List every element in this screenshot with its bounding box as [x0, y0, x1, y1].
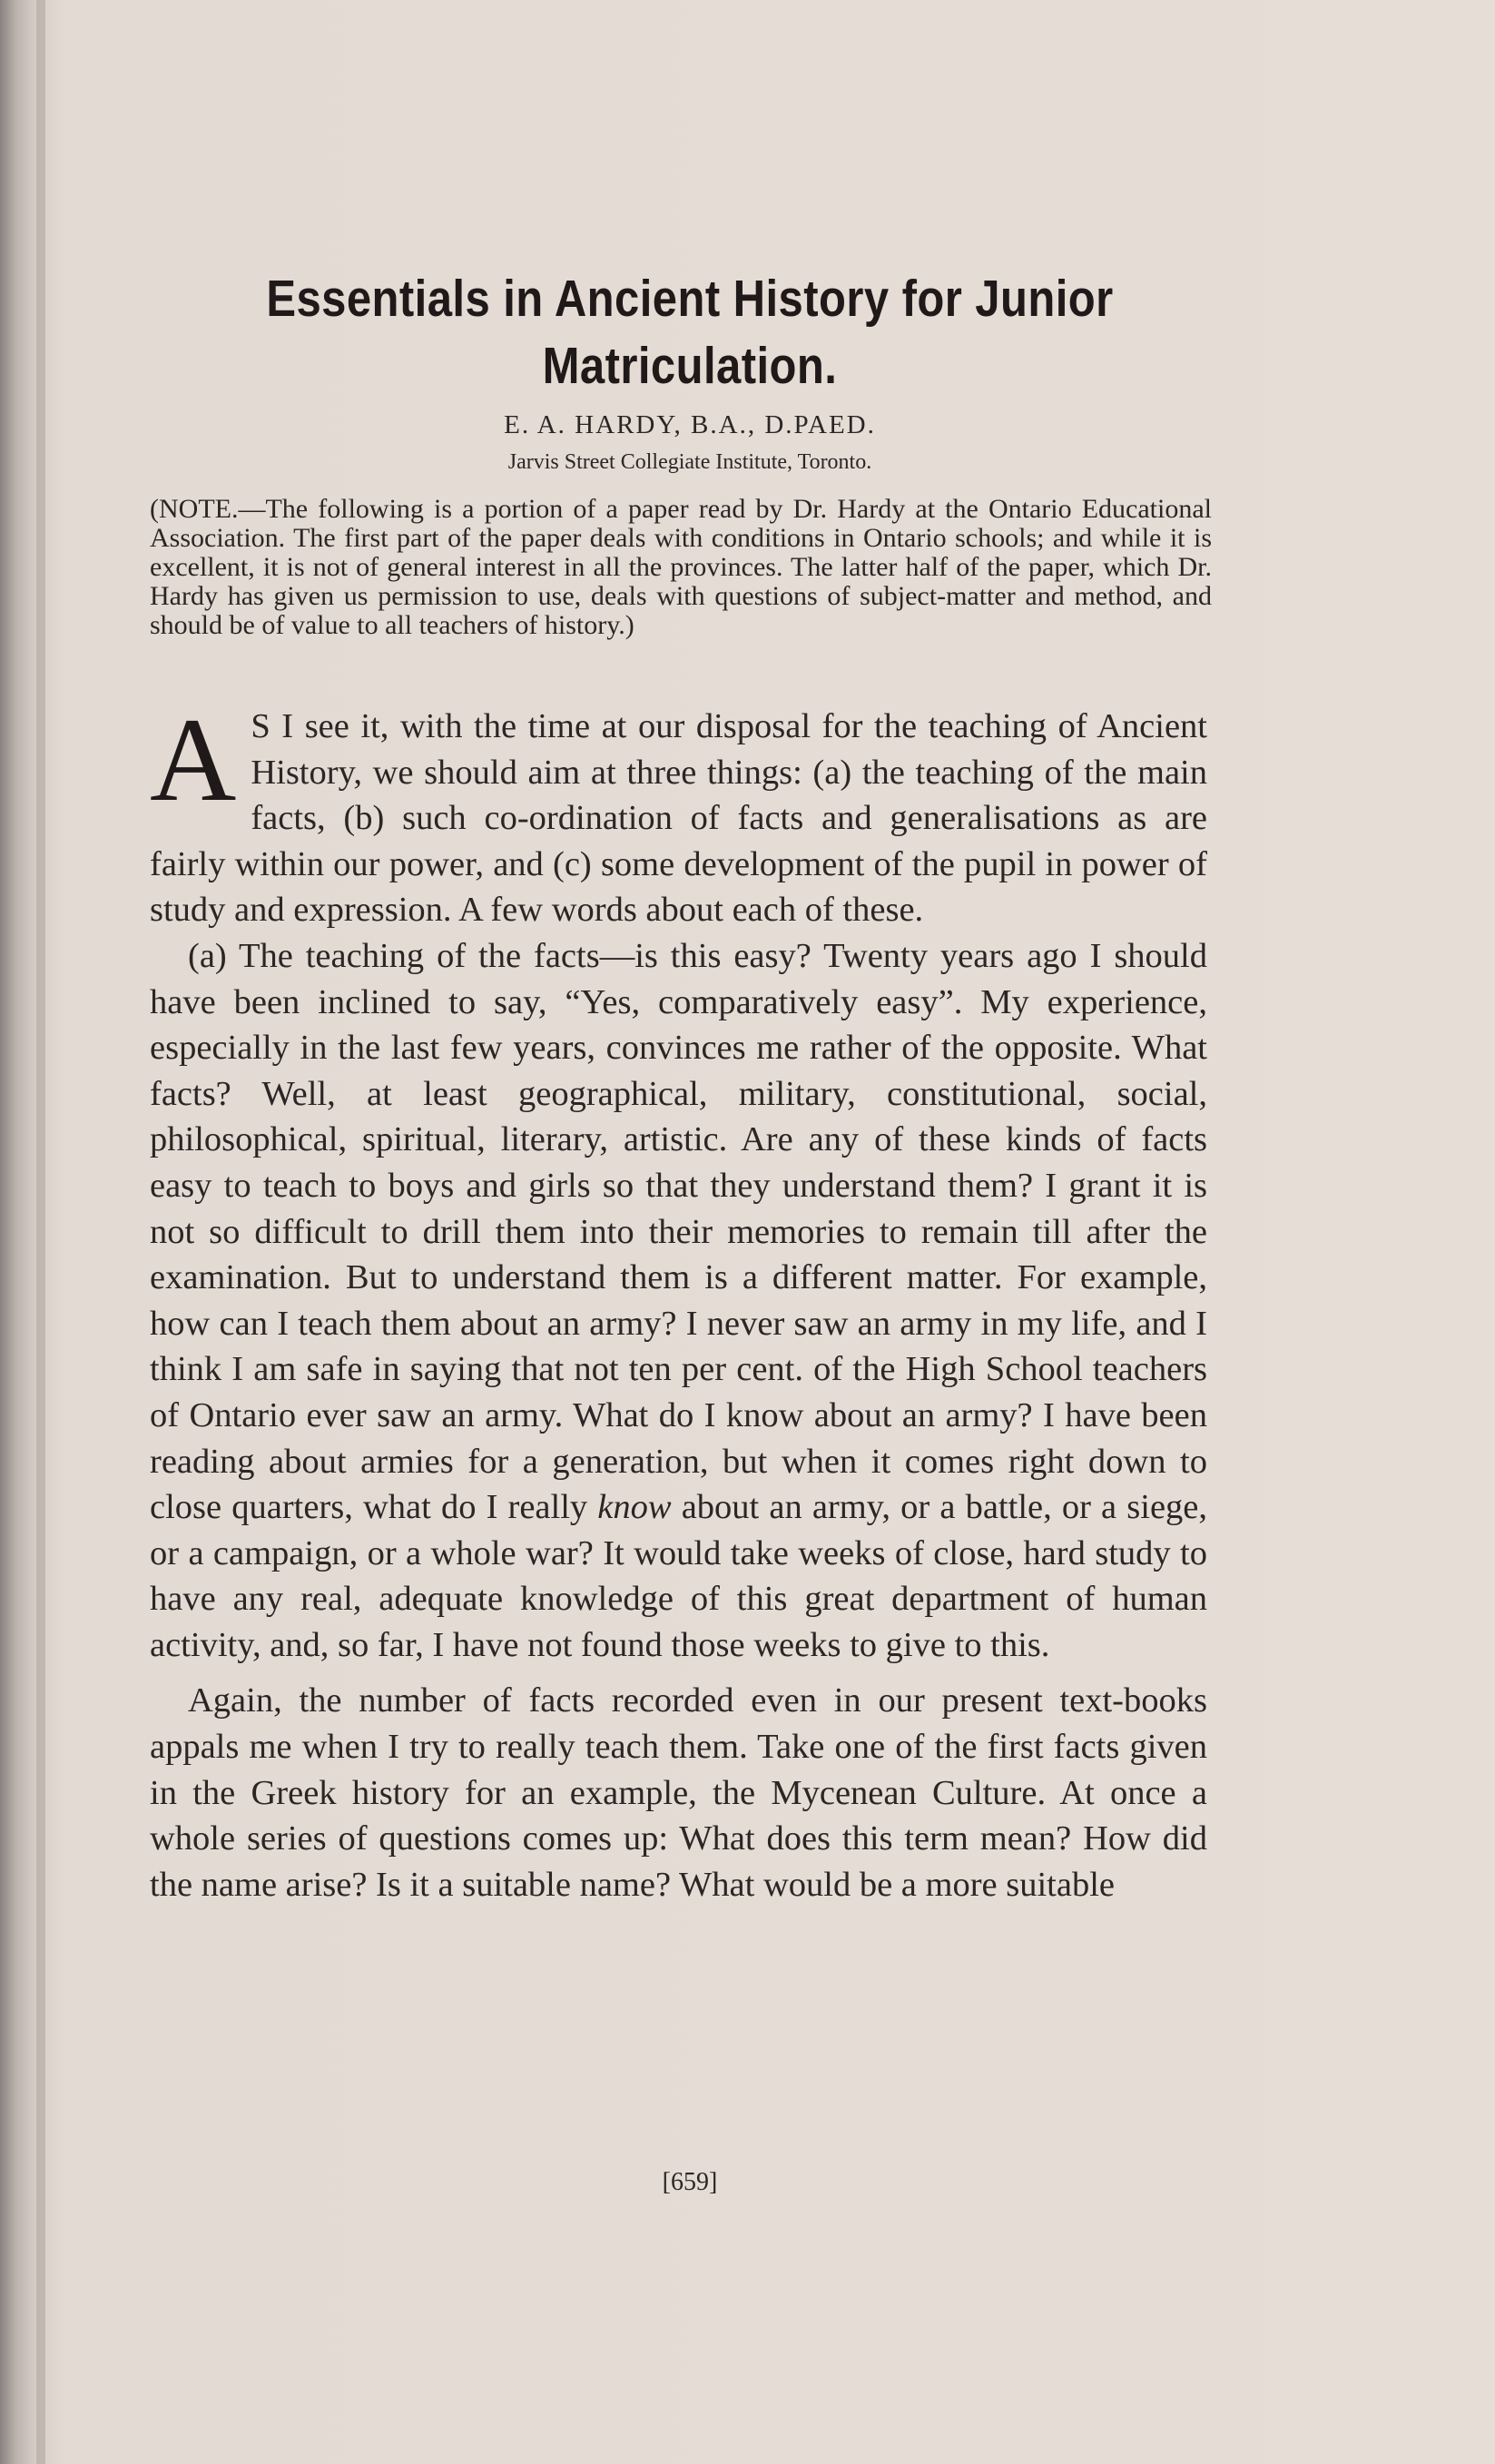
paragraph-1-text: S I see it, with the time at our disposal for the teaching of Ancient History, we should aim at three things: (a) the teaching of the main facts, (b) such co-ordination of facts and generalisations as are fairly within our power, and (c) some development of the pupil in power of study and expression. A few words about each of these. [150, 707, 1207, 930]
article-body [150, 693, 1208, 1907]
paragraph-2 [150, 933, 1207, 1669]
paragraph-3: Again, the number of facts recorded even in our present text-books appals me when I try to really teach them. Take one of the first facts given in the Greek history for an example, the Mycenean Culture. At once a whole series of questions comes up: What does this term mean? How did the name arise? Is it a suitable name? What would be a more suitable [150, 1681, 1207, 1904]
drop-cap: A [150, 693, 237, 826]
italic-emphasis: know [597, 1488, 672, 1527]
page-number: [659] [662, 2168, 718, 2196]
binding-gutter [36, 0, 45, 2464]
paragraph-2-text-a: (a) The teaching of the facts—is this easy? Twenty years ago I should have been inclined to say, “Yes, comparatively easy”. My experience, especially in the last few years, convinces me rather of the opposite. What facts? Well, at least geographical, military, constitutional, social, philosophical, spiritual, literary, artistic. Are any of these kinds of facts easy to teach to boys and girls so that they understand them? I grant it is not so difficult to drill them into their memories to remain till after the examination. But to understand them is a different matter. For example, how can I teach them about an army? I never saw an army in my life, and I think I am safe in saying that not ten per cent. of the High School teachers of Ontario ever saw an army. What do I know about an army? I have been reading about armies for a generation, but when it comes right down to close quarters, what do I really [150, 936, 1207, 1527]
paragraph-1 [150, 693, 1207, 933]
author-affiliation: Jarvis Street Collegiate Institute, Toronto. [507, 450, 872, 474]
article-author: E. A. HARDY, B.A., D.PAED. [504, 410, 876, 439]
editor-note: (NOTE.—The following is a portion of a paper read by Dr. Hardy at the Ontario Educational Association. The first part of the paper deals with conditions in Ontario schools; and while it is excellent, it is not of general interest in all the provinces. The latter half of the paper, which Dr. Hardy has given us permission to use, deals with questions of subject-matter and method, and should be of value to all teachers of history.) [150, 494, 1212, 640]
article-title: Essentials in Ancient History for Junior Matriculation. [266, 270, 1114, 395]
paragraph-2-text-b: about an army, or a battle, or a siege, or a campaign, or a whole war? It would take weeks of close, hard study to have any real, adequate knowledge of this great department of human activity, and, so far, I have not found those weeks to give to this. [150, 1488, 1208, 1664]
